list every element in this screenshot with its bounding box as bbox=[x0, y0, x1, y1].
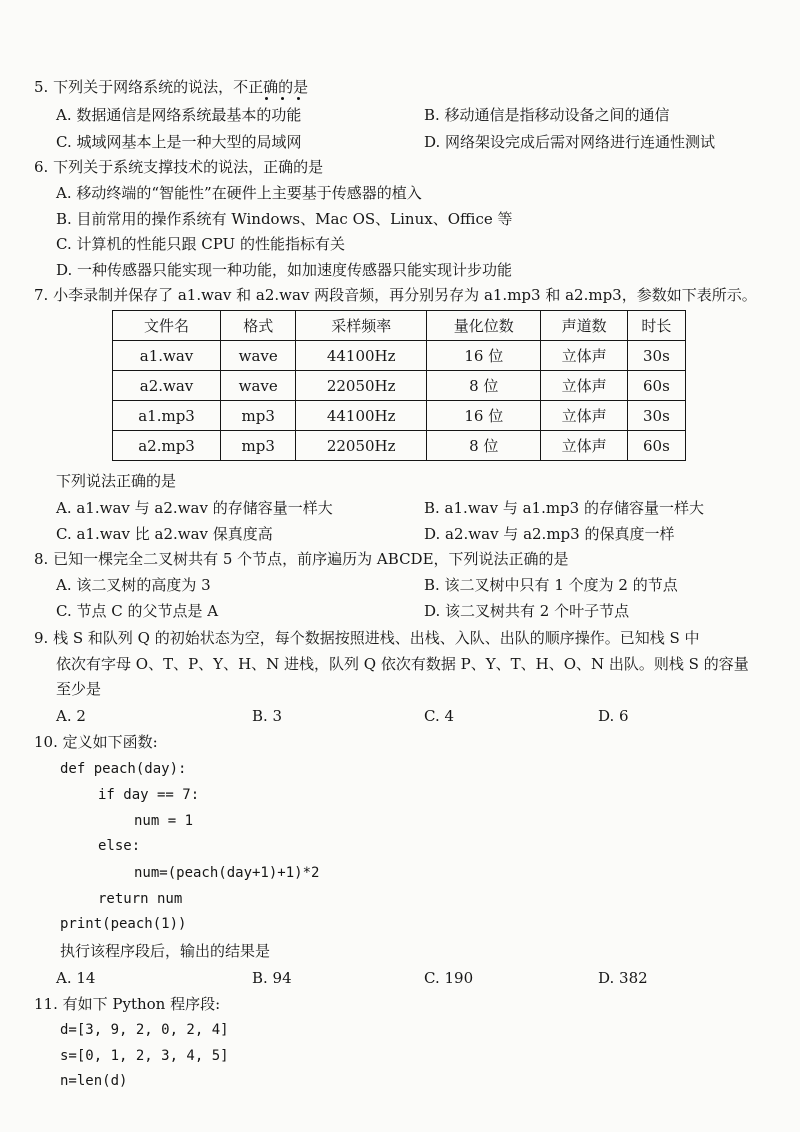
q9-option-b: B. 3 bbox=[252, 707, 283, 725]
question-9-line-3: 至少是 bbox=[56, 680, 102, 698]
q8-option-d: D. 该二叉树共有 2 个叶子节点 bbox=[424, 602, 630, 620]
q7-option-a: A. a1.wav 与 a2.wav 的存储容量一样大 bbox=[56, 499, 333, 517]
q10-prompt: 执行该程序段后，输出的结果是 bbox=[60, 942, 271, 960]
table-cell: wave bbox=[221, 371, 296, 401]
q10-option-c: C. 190 bbox=[424, 969, 474, 987]
question-10-stem: 10. 定义如下函数: bbox=[34, 733, 158, 751]
table-row bbox=[113, 431, 686, 461]
code-line: print(peach(1)) bbox=[60, 916, 187, 932]
table-cell: 16 位 bbox=[427, 401, 541, 431]
table-cell: 立体声 bbox=[541, 371, 627, 401]
question-5-stem: 5. 下列关于网络系统的说法，不正确的是 bbox=[34, 78, 309, 96]
table-header-cell: 时长 bbox=[627, 311, 685, 341]
q8-option-a: A. 该二叉树的高度为 3 bbox=[56, 576, 211, 594]
q9-option-d: D. 6 bbox=[598, 707, 629, 725]
table-cell: 44100Hz bbox=[296, 341, 427, 371]
table-header-cell: 量化位数 bbox=[427, 311, 541, 341]
q10-option-b: B. 94 bbox=[252, 969, 292, 987]
question-6-stem: 6. 下列关于系统支撑技术的说法，正确的是 bbox=[34, 158, 324, 176]
q10-option-d: D. 382 bbox=[598, 969, 648, 987]
emphasis-dot bbox=[281, 97, 284, 100]
q6-option-d: D. 一种传感器只能实现一种功能，如加速度传感器只能实现计步功能 bbox=[56, 261, 513, 279]
q5-option-b: B. 移动通信是指移动设备之间的通信 bbox=[424, 106, 670, 124]
table-cell: 8 位 bbox=[427, 371, 541, 401]
table-row bbox=[113, 401, 686, 431]
q6-option-c: C. 计算机的性能只跟 CPU 的性能指标有关 bbox=[56, 235, 345, 253]
question-11-stem: 11. 有如下 Python 程序段: bbox=[34, 995, 221, 1013]
code-line: return num bbox=[98, 891, 183, 907]
question-9-line-2: 依次有字母 O、T、P、Y、H、N 进栈，队列 Q 依次有数据 P、Y、T、H、O、N 出队。则栈 S 的容量 bbox=[56, 655, 749, 673]
q5-option-c: C. 城域网基本上是一种大型的局域网 bbox=[56, 133, 302, 151]
table-header-cell: 格式 bbox=[221, 311, 296, 341]
code-line: s=[0, 1, 2, 3, 4, 5] bbox=[60, 1048, 229, 1064]
table-cell: 8 位 bbox=[427, 431, 541, 461]
q9-option-a: A. 2 bbox=[56, 707, 86, 725]
table-cell: 立体声 bbox=[541, 431, 627, 461]
q6-option-a: A. 移动终端的“智能性”在硬件上主要基于传感器的植入 bbox=[56, 184, 422, 202]
q7-option-d: D. a2.wav 与 a2.mp3 的保真度一样 bbox=[424, 525, 675, 543]
question-8-stem: 8. 已知一棵完全二叉树共有 5 个节点，前序遍历为 ABCDE，下列说法正确的是 bbox=[34, 550, 569, 568]
question-7-stem: 7. 小李录制并保存了 a1.wav 和 a2.wav 两段音频，再分别另存为 a1.mp3 和 a2.mp3，参数如下表所示。 bbox=[34, 286, 757, 304]
q5-option-d: D. 网络架设完成后需对网络进行连通性测试 bbox=[424, 133, 716, 151]
table-cell: mp3 bbox=[221, 401, 296, 431]
table-cell: 30s bbox=[627, 401, 685, 431]
q8-option-c: C. 节点 C 的父节点是 A bbox=[56, 602, 219, 620]
table-cell: a2.wav bbox=[113, 371, 221, 401]
table-cell: 立体声 bbox=[541, 401, 627, 431]
table-cell: a2.mp3 bbox=[113, 431, 221, 461]
table-cell: 22050Hz bbox=[296, 371, 427, 401]
table-cell: wave bbox=[221, 341, 296, 371]
table-cell: 60s bbox=[627, 431, 685, 461]
emphasis-dot bbox=[297, 97, 300, 100]
code-line: d=[3, 9, 2, 0, 2, 4] bbox=[60, 1022, 229, 1038]
code-line: num = 1 bbox=[134, 813, 194, 829]
table-cell: mp3 bbox=[221, 431, 296, 461]
table-cell: 16 位 bbox=[427, 341, 541, 371]
table-header-cell: 文件名 bbox=[113, 311, 221, 341]
table-cell: 立体声 bbox=[541, 341, 627, 371]
table-cell: 60s bbox=[627, 371, 685, 401]
audio-parameter-table bbox=[112, 310, 686, 461]
q6-option-b: B. 目前常用的操作系统有 Windows、Mac OS、Linux、Office 等 bbox=[56, 210, 513, 228]
q9-option-c: C. 4 bbox=[424, 707, 455, 725]
table-cell: 30s bbox=[627, 341, 685, 371]
q7-prompt: 下列说法正确的是 bbox=[56, 472, 177, 490]
q5-option-a: A. 数据通信是网络系统最基本的功能 bbox=[56, 106, 302, 124]
table-cell: 22050Hz bbox=[296, 431, 427, 461]
q10-option-a: A. 14 bbox=[56, 969, 96, 987]
table-cell: 44100Hz bbox=[296, 401, 427, 431]
table-cell: a1.wav bbox=[113, 341, 221, 371]
code-line: n=len(d) bbox=[60, 1073, 128, 1089]
q7-option-c: C. a1.wav 比 a2.wav 保真度高 bbox=[56, 525, 273, 543]
code-line: def peach(day): bbox=[60, 761, 187, 777]
table-row bbox=[113, 341, 686, 371]
table-row bbox=[113, 371, 686, 401]
question-9-line-1: 9. 栈 S 和队列 Q 的初始状态为空，每个数据按照进栈、出栈、入队、出队的顺序操作。已知栈 S 中 bbox=[34, 629, 700, 647]
table-header-cell: 采样频率 bbox=[296, 311, 427, 341]
q7-option-b: B. a1.wav 与 a1.mp3 的存储容量一样大 bbox=[424, 499, 704, 517]
q8-option-b: B. 该二叉树中只有 1 个度为 2 的节点 bbox=[424, 576, 678, 594]
table-cell: a1.mp3 bbox=[113, 401, 221, 431]
emphasis-dot bbox=[265, 97, 268, 100]
code-line: if day == 7: bbox=[98, 787, 200, 803]
table-header-cell: 声道数 bbox=[541, 311, 627, 341]
code-line: else: bbox=[98, 838, 141, 854]
table-header-row bbox=[113, 311, 686, 341]
code-line: num=(peach(day+1)+1)*2 bbox=[134, 865, 320, 881]
